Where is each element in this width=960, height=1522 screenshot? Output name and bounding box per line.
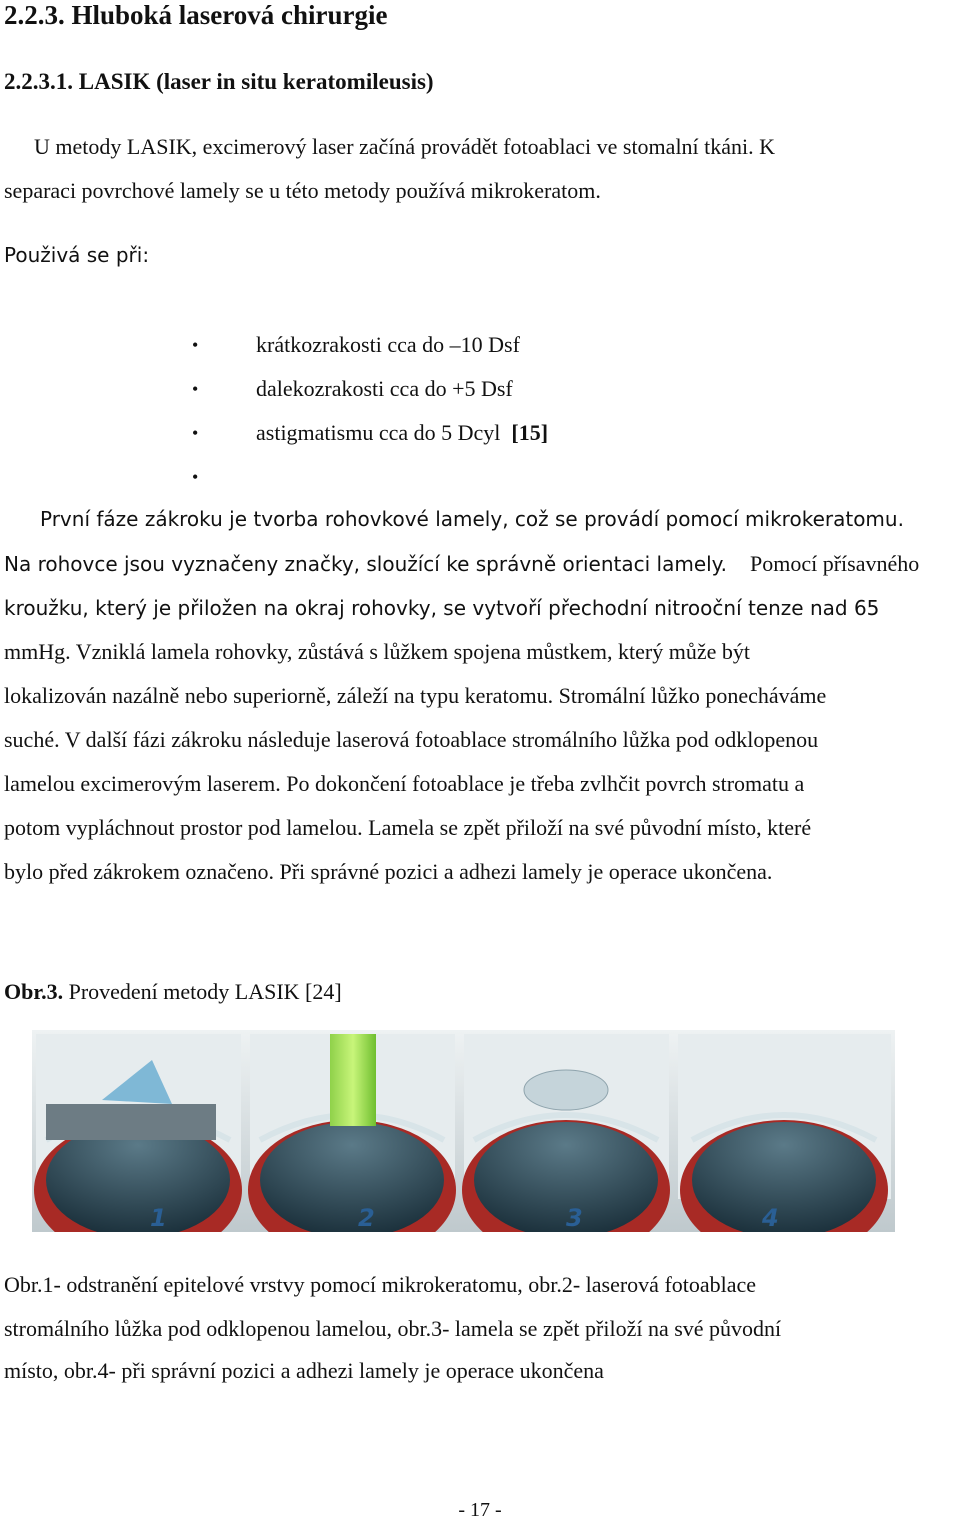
body-line-8: potom vypláchnout prostor pod lamelou. Lamela se zpět přiloží na své původní místo, které [4,815,812,840]
body-line-3: kroužku, který je přiložen na okraj rohovky, se vytvoří přechodní nitrooční tenze nad 65 [4,596,880,620]
body-line-2a: Na rohovce jsou vyznačeny značky, sloužící ke správně orientaci lamely. [4,552,728,576]
caption-line-1: Obr.1- odstranění epitelové vrstvy pomocí mikrokeratomu, obr.2- laserová fotoablace [4,1272,757,1297]
panel-number: 1 [150,1204,167,1232]
bullet-dot: • [192,335,199,355]
bullet-item: astigmatismu cca do 5 Dcyl [15] [256,420,549,445]
lasik-illustration [32,1030,895,1232]
citation: [15] [511,420,549,445]
panel-2 [248,1034,456,1232]
panel-number: 2 [358,1204,375,1232]
panel-number: 4 [762,1204,779,1232]
panel-1 [34,1034,242,1232]
body-line-5: lokalizován nazálně nebo superiorně, záleží na typu keratomu. Stromální lůžko ponecháváme [4,683,827,708]
bullet-item: krátkozrakosti cca do –10 Dsf [256,332,520,357]
bullet-dot: • [192,467,199,487]
bullet-item: dalekozrakosti cca do +5 Dsf [256,376,513,401]
bullet-dot: • [192,423,199,443]
panel-4 [678,1034,891,1232]
page-number: - 17 - [458,1499,502,1521]
intro-line-2: separaci povrchové lamely se u této metody používá mikrokeratom. [4,178,601,203]
figure-label: Obr.3. Provedení metody LASIK [24] [4,979,342,1004]
subsection-heading: 2.2.3.1. LASIK (laser in situ keratomileusis) [4,69,434,94]
body-line-2b: Pomocí přísavného [750,551,920,576]
lasik-figure [32,1030,895,1232]
body-line-7: lamelou excimerovým laserem. Po dokončení fotoablace je třeba zvlhčit povrch stromatu a [4,771,805,796]
body-line-9: bylo před zákrokem označeno. Při správné pozici a adhezi lamely je operace ukončena. [4,859,773,884]
body-line-4: mmHg. Vzniklá lamela rohovky, zůstává s lůžkem spojena můstkem, který může být [4,639,750,664]
caption-line-2: stromálního lůžka pod odklopenou lamelou, obr.3- lamela se zpět přiloží na své původní [4,1316,782,1341]
body-line-1: První fáze zákroku je tvorba rohovkové lamely, což se provádí pomocí mikrokeratomu. [40,507,904,531]
intro-line-1: U metody LASIK, excimerový laser začíná provádět fotoablaci ve stomalní tkáni. K [34,134,776,159]
bullet-dot: • [192,379,199,399]
uses-label: Použivá se při: [4,243,150,267]
panel-number: 3 [566,1204,583,1232]
body-line-6: suché. V další fázi zákroku následuje laserová fotoablace stromálního lůžka pod odklopenou [4,727,819,752]
section-heading: 2.2.3. Hluboká laserová chirurgie [4,0,388,30]
panel-3 [462,1034,670,1232]
caption-line-3: místo, obr.4- při správní pozici a adhezi lamely je operace ukončena [4,1358,604,1383]
